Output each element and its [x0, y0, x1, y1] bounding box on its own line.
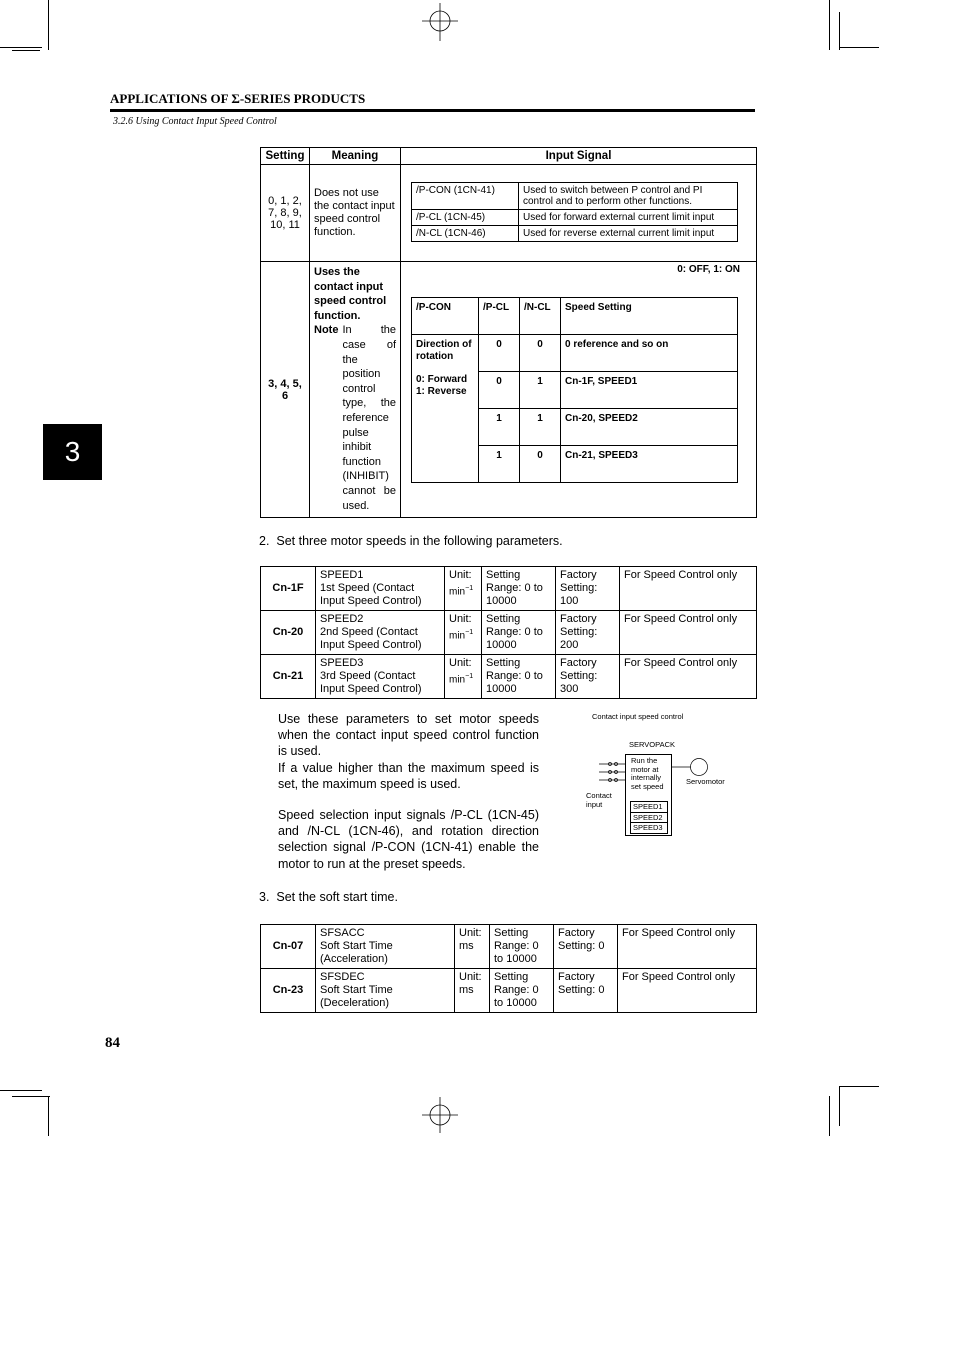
contact-label: Contact input [586, 791, 612, 809]
meaning-cell [310, 262, 401, 518]
unit-label: Unit: [449, 569, 472, 581]
col-speed: Speed Setting [561, 298, 738, 335]
table-row [261, 655, 757, 699]
table-row [261, 969, 757, 1013]
signal-table [411, 182, 738, 242]
param-range: Setting Range: 0 to 10000 [490, 969, 554, 1013]
speed-setting: Cn-1F, SPEED1 [561, 372, 738, 409]
setting-value: 0, 1, 2, 7, 8, 9, 10, 11 [261, 165, 310, 262]
table-row [261, 262, 757, 518]
signal-name: /P-CL (1CN-45) [412, 210, 519, 226]
speed-setting: 0 reference and so on [561, 335, 738, 372]
param-factory: Factory Setting: 100 [556, 567, 620, 611]
col-pcl: /P-CL [479, 298, 520, 335]
ncl-value: 0 [520, 446, 561, 483]
param-code: Cn-23 [261, 969, 316, 1013]
unit-value: min [449, 630, 466, 642]
col-pcon: /P-CON [412, 298, 479, 335]
param-note: For Speed Control only [618, 969, 757, 1013]
header-setting: Setting [261, 148, 310, 165]
param-name: SPEED2 2nd Speed (Contact Input Speed Control) [316, 611, 445, 655]
meaning-text: Does not use the contact input speed control function. [310, 165, 401, 262]
legend-text: 0: OFF, 1: ON [677, 264, 740, 275]
signal-name: /P-CON (1CN-41) [412, 183, 519, 210]
param-range: Setting Range: 0 to 10000 [482, 655, 556, 699]
note-label: Note [314, 324, 339, 337]
speed-setting: Cn-21, SPEED3 [561, 446, 738, 483]
unit-exp: −1 [465, 585, 474, 592]
step-3: 3. Set the soft start time. [259, 890, 398, 904]
param-note: For Speed Control only [620, 655, 757, 699]
pcl-value: 1 [479, 446, 520, 483]
pcl-value: 0 [479, 372, 520, 409]
note [314, 323, 396, 513]
param-factory: Factory Setting: 300 [556, 655, 620, 699]
table-row [261, 165, 757, 262]
running-header: APPLICATIONS OF Σ-SERIES PRODUCTS [110, 91, 366, 106]
diagram-title: Contact input speed control [592, 712, 684, 721]
unit-value: min [449, 586, 466, 598]
signal-desc: Used for reverse external current limit input [519, 226, 738, 242]
param-code: Cn-07 [261, 925, 316, 969]
speed-param-table [260, 566, 757, 699]
param-name: SPEED3 3rd Speed (Contact Input Speed Control) [316, 655, 445, 699]
meaning-text: Uses the contact input speed control function. [314, 266, 387, 322]
paragraph: If a value higher than the maximum speed is set, the maximum speed is used. [278, 760, 539, 791]
speed-setting: Cn-20, SPEED2 [561, 409, 738, 446]
unit-exp: −1 [465, 629, 474, 636]
header-meaning: Meaning [310, 148, 401, 165]
setting-table [260, 147, 757, 518]
table-row [412, 335, 738, 372]
signal-desc: Used to switch between P control and PI control and to perform other functions. [519, 183, 738, 210]
param-name: SFSACC Soft Start Time (Acceleration) [316, 925, 455, 969]
note-text: In the case of the position control type, the reference pulse inhibit function (INHIBIT) cannot be used. [342, 324, 396, 512]
table-row [412, 210, 738, 226]
table-header-row [261, 148, 757, 165]
servopack-label: SERVOPACK [629, 740, 675, 749]
unit-value: min [449, 674, 466, 686]
registration-mark-bottom [420, 1095, 460, 1135]
ncl-value: 0 [520, 335, 561, 372]
param-note: For Speed Control only [618, 925, 757, 969]
unit-exp: −1 [465, 673, 474, 680]
diagram-lines [575, 708, 765, 843]
page-number: 84 [105, 1035, 120, 1051]
registration-mark-top [420, 3, 460, 43]
table-row [412, 298, 738, 335]
param-note: For Speed Control only [620, 611, 757, 655]
param-name: SFSDEC Soft Start Time (Deceleration) [316, 969, 455, 1013]
table-row [261, 611, 757, 655]
param-code: Cn-21 [261, 655, 316, 699]
direction-label: Direction of rotation [416, 339, 472, 362]
direction-values: 0: Forward 1: Reverse [416, 374, 468, 397]
header-input-signal: Input Signal [401, 148, 757, 165]
pcl-value: 0 [479, 335, 520, 372]
param-unit: Unit: ms [455, 925, 490, 969]
chapter-tab: 3 [43, 424, 102, 480]
soft-start-table [260, 924, 757, 1013]
section-subtitle: 3.2.6 Using Contact Input Speed Control [113, 116, 277, 127]
speed-item: SPEED1 [631, 802, 667, 813]
pcl-value: 1 [479, 409, 520, 446]
paragraph: Use these parameters to set motor speeds when the contact input speed control function is used. [278, 712, 539, 759]
param-range: Setting Range: 0 to 10000 [490, 925, 554, 969]
contact-input-diagram [575, 708, 765, 843]
signal-cell [401, 165, 757, 262]
param-factory: Factory Setting: 200 [556, 611, 620, 655]
unit-label: Unit: [449, 613, 472, 625]
signal-desc: Used for forward external current limit input [519, 210, 738, 226]
param-factory: Factory Setting: 0 [554, 969, 618, 1013]
setting-value: 3, 4, 5, 6 [261, 262, 310, 518]
param-unit [445, 611, 482, 655]
speed-table [411, 297, 738, 483]
param-unit [445, 655, 482, 699]
speed-cell [401, 262, 757, 518]
table-row [412, 226, 738, 242]
table-row [261, 925, 757, 969]
header-rule [110, 109, 755, 112]
signal-name: /N-CL (1CN-46) [412, 226, 519, 242]
direction-cell [412, 335, 479, 483]
unit-label: Unit: [449, 657, 472, 669]
col-ncl: /N-CL [520, 298, 561, 335]
param-range: Setting Range: 0 to 10000 [482, 567, 556, 611]
param-range: Setting Range: 0 to 10000 [482, 611, 556, 655]
param-unit [445, 567, 482, 611]
param-code: Cn-1F [261, 567, 316, 611]
step-2: 2. Set three motor speeds in the following parameters. [259, 534, 563, 548]
param-note: For Speed Control only [620, 567, 757, 611]
ncl-value: 1 [520, 409, 561, 446]
servomotor-label: Servomotor [686, 777, 725, 786]
servopack-text: Run the motor at internally set speed [631, 756, 664, 791]
speed-item: SPEED2 [631, 813, 667, 824]
table-row [412, 183, 738, 210]
speed-item: SPEED3 [633, 823, 663, 832]
param-unit: Unit: ms [455, 969, 490, 1013]
body-text [278, 711, 539, 872]
param-name: SPEED1 1st Speed (Contact Input Speed Control) [316, 567, 445, 611]
ncl-value: 1 [520, 372, 561, 409]
table-row [261, 567, 757, 611]
paragraph: Speed selection input signals /P-CL (1CN-45) and /N-CL (1CN-46), and rotation direction selection signal /P-CON (1CN-41) enable the motor to run at the preset speeds. [278, 808, 539, 871]
param-factory: Factory Setting: 0 [554, 925, 618, 969]
param-code: Cn-20 [261, 611, 316, 655]
